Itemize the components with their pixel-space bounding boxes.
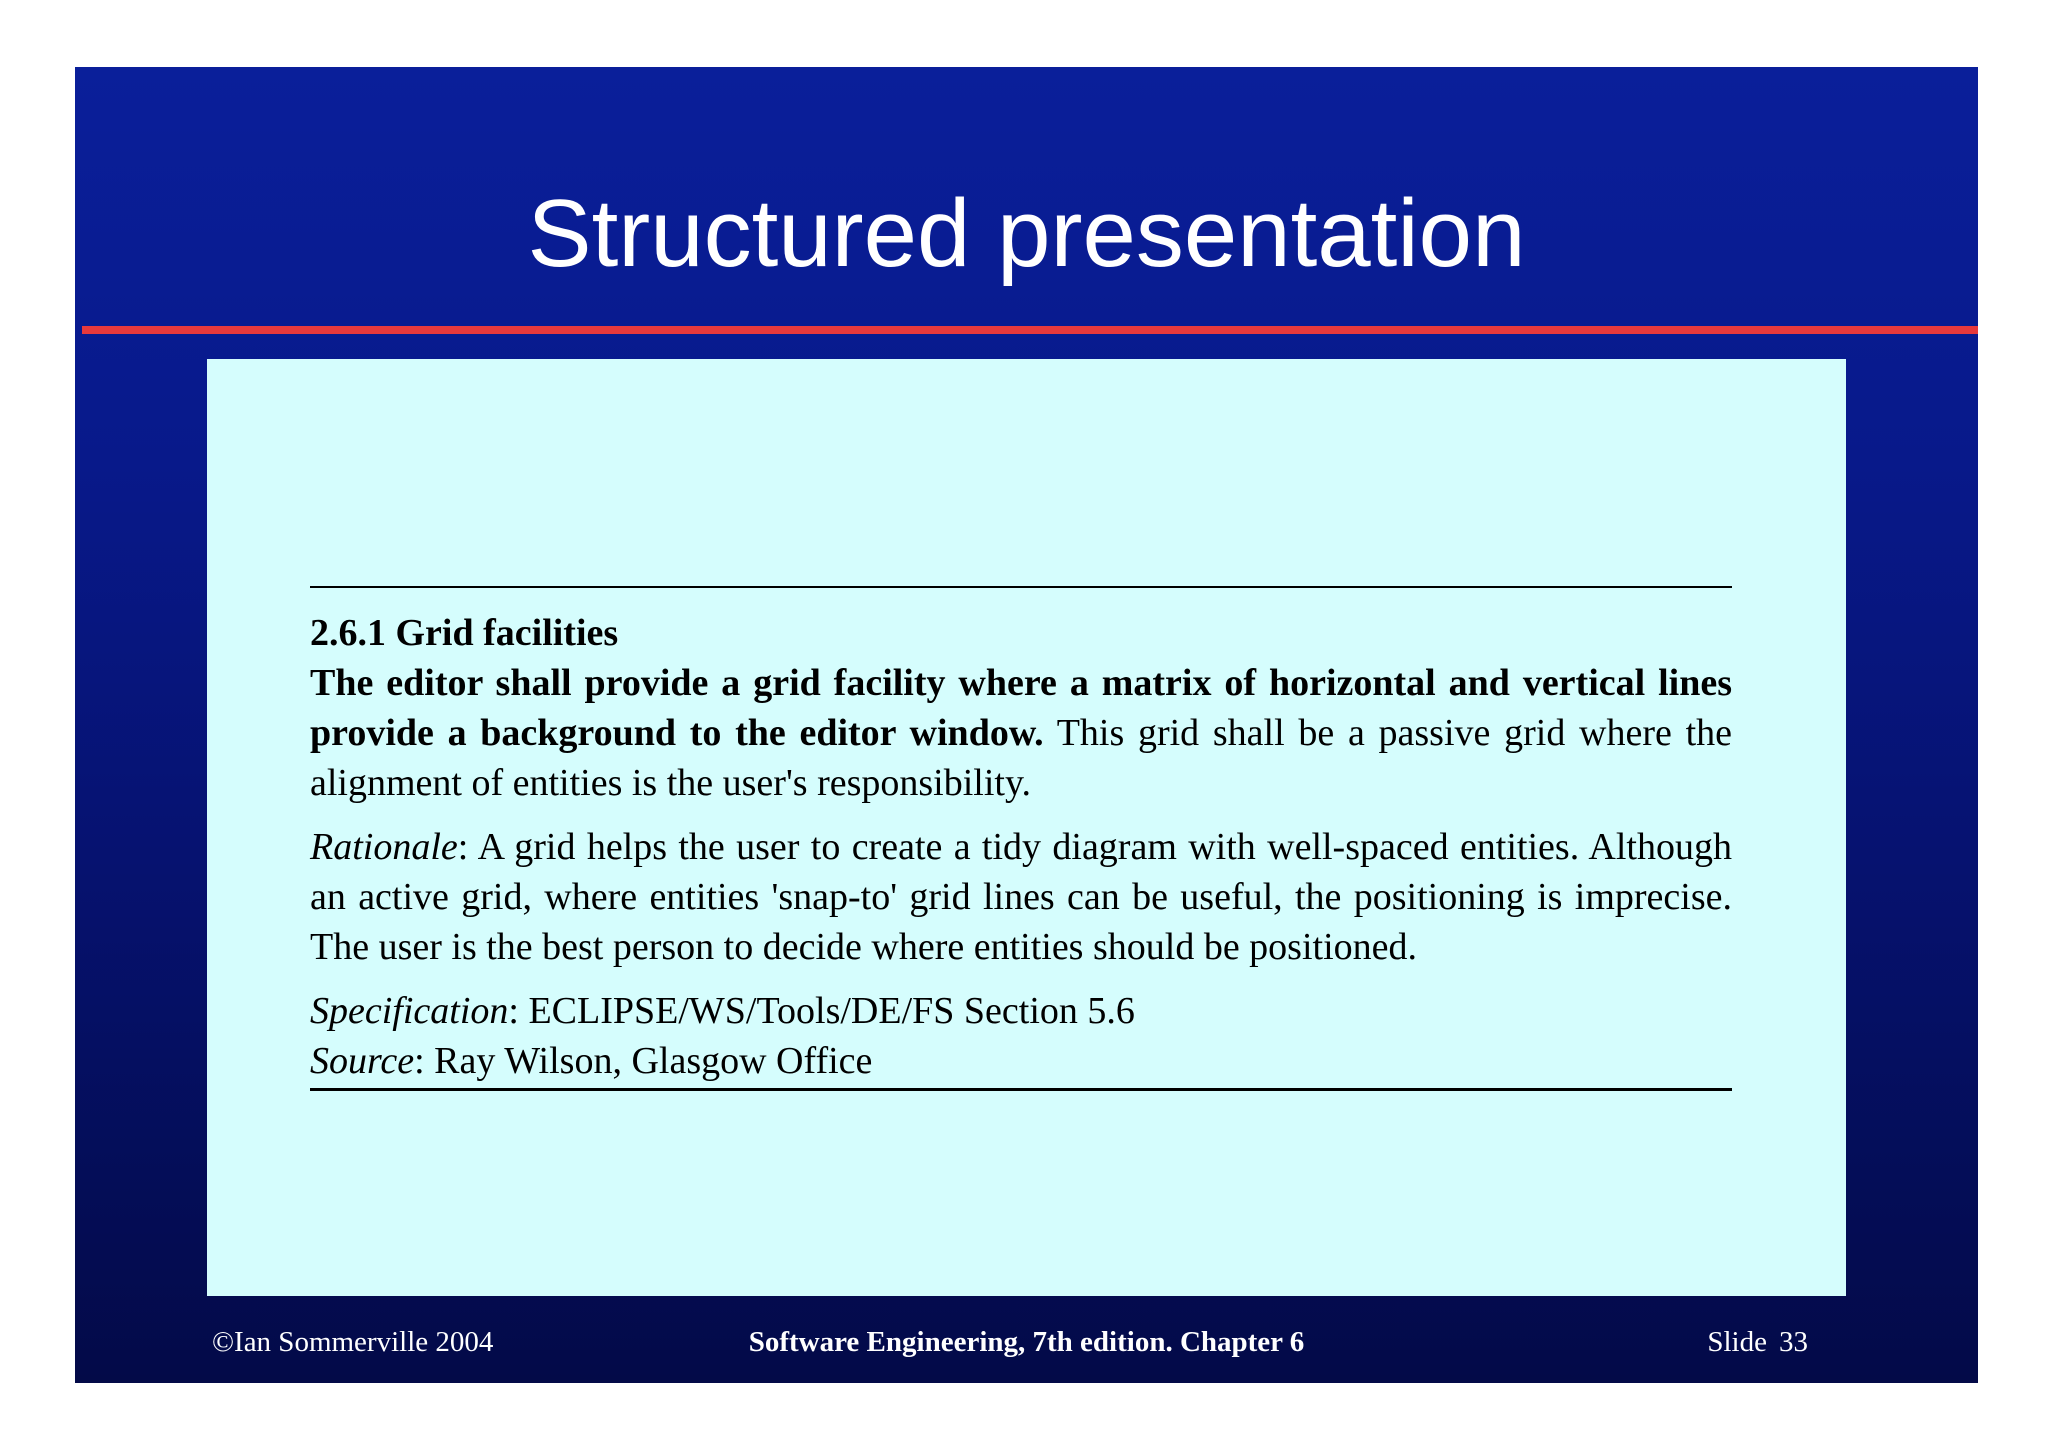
rationale (310, 822, 1732, 972)
slide (75, 67, 1978, 1383)
requirement-spec (310, 586, 1732, 1091)
specification-line (310, 986, 1732, 1036)
specification-label: Specification (310, 990, 509, 1032)
source-text: : Ray Wilson, Glasgow Office (414, 1040, 873, 1082)
footer-slide-number (1707, 1322, 1808, 1362)
requirement-statement (310, 658, 1732, 808)
requirement-rest-text: This grid shall be a passive grid where the alignment of entities is the user's responsibility. (310, 712, 1732, 804)
rationale-text: : A grid helps the user to create a tidy diagram with well-spaced entities. Although an active grid, where entities 'snap-to' grid lines can be useful, the positioning is imprecise. The user is the best person to decide where entities should be positioned. (310, 826, 1732, 968)
title-divider (82, 326, 1978, 334)
footer-book-title: Software Engineering, 7th edition. Chapter 6 (748, 1326, 1305, 1358)
specification-text: : ECLIPSE/WS/Tools/DE/FS Section 5.6 (508, 990, 1135, 1032)
footer-copyright: ©Ian Sommerville 2004 (212, 1326, 494, 1358)
rationale-label: Rationale (310, 826, 458, 868)
requirement-bold-text: The editor shall provide a grid facility where a matrix of horizontal and vertical lines provide a background to the editor window. (310, 662, 1732, 754)
slide-title: Structured presentation (527, 180, 1526, 287)
source-label: Source (310, 1040, 415, 1082)
requirement-heading: 2.6.1 Grid facilities (310, 612, 619, 654)
slide-number: 33 (1779, 1326, 1808, 1358)
source-line (310, 1036, 1732, 1086)
slide-label: Slide (1707, 1326, 1767, 1358)
content-panel (207, 359, 1846, 1296)
